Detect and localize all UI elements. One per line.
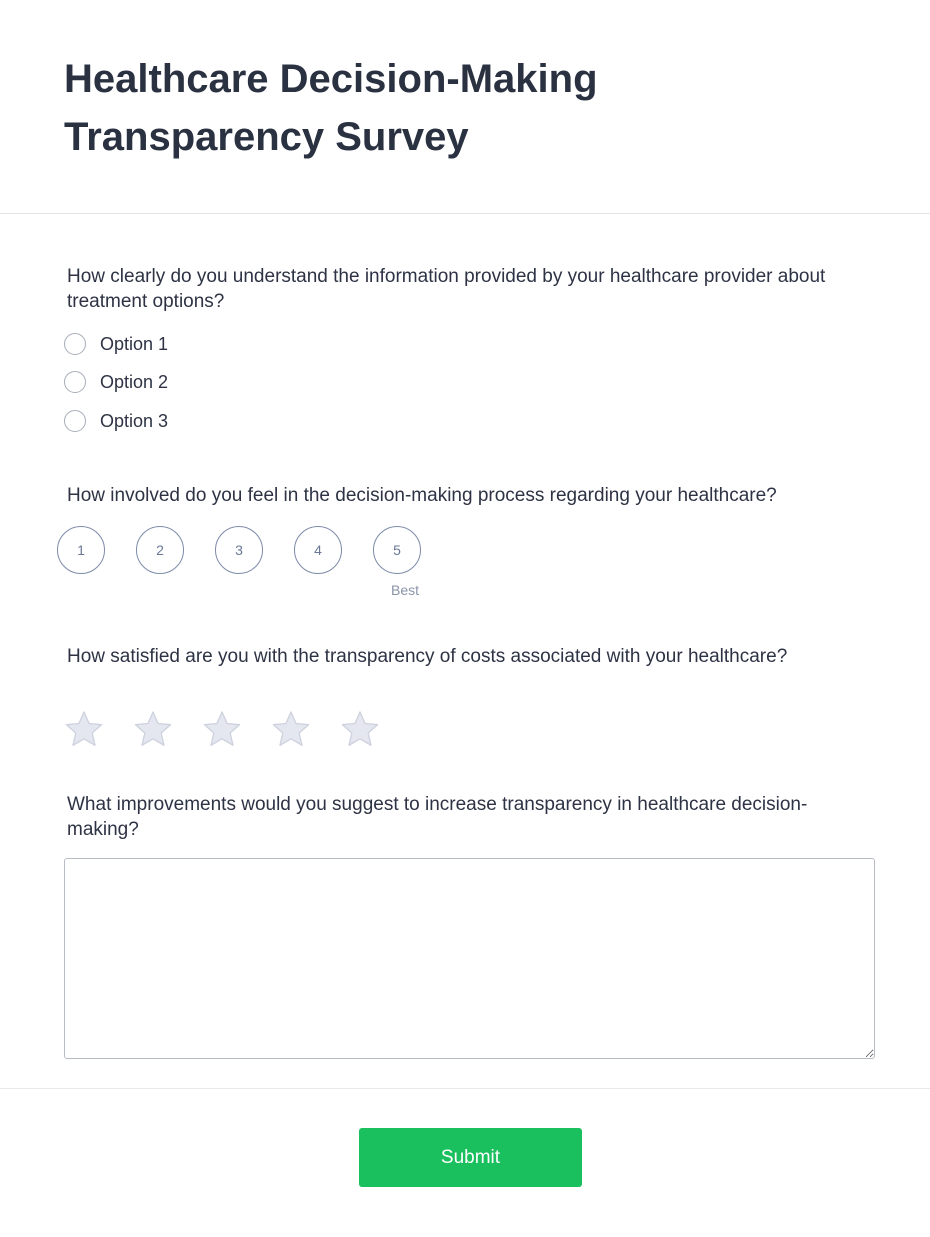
scale-option-4[interactable]: 4 [294, 526, 342, 574]
radio-label: Option 3 [100, 410, 169, 431]
star-icon[interactable] [271, 709, 311, 749]
suggestions-textarea[interactable] [64, 858, 875, 1059]
scale-option-3[interactable]: 3 [215, 526, 263, 574]
q1-option-2[interactable] [64, 369, 168, 395]
question-4-text: What improvements would you suggest to increase transparency in healthcare decision-making? [67, 794, 808, 840]
scale-option-1[interactable]: 1 [57, 526, 105, 574]
page-title: Healthcare Decision-Making Transparency Survey [64, 57, 598, 159]
q1-option-1[interactable] [64, 331, 168, 357]
question-3-text: How satisfied are you with the transparency of costs associated with your healthcare? [67, 646, 788, 667]
radio-button[interactable] [64, 410, 86, 432]
question-1-text: How clearly do you understand the information provided by your healthcare provider about treatment options? [67, 266, 826, 312]
question-2-text: How involved do you feel in the decision-making process regarding your healthcare? [67, 485, 777, 506]
radio-label: Option 1 [100, 333, 169, 354]
survey-header [0, 0, 930, 214]
star-icon[interactable] [202, 709, 242, 749]
star-icon[interactable] [64, 709, 104, 749]
radio-button[interactable] [64, 371, 86, 393]
scale-best-label: Best [391, 582, 420, 598]
scale-option-5[interactable]: 5 [373, 526, 421, 574]
q1-option-3[interactable] [64, 408, 168, 434]
radio-button[interactable] [64, 333, 86, 355]
radio-label: Option 2 [100, 371, 169, 392]
submit-button[interactable]: Submit [359, 1128, 582, 1187]
star-icon[interactable] [133, 709, 173, 749]
star-icon[interactable] [340, 709, 380, 749]
scale-option-2[interactable]: 2 [136, 526, 184, 574]
footer-divider [0, 1088, 930, 1089]
